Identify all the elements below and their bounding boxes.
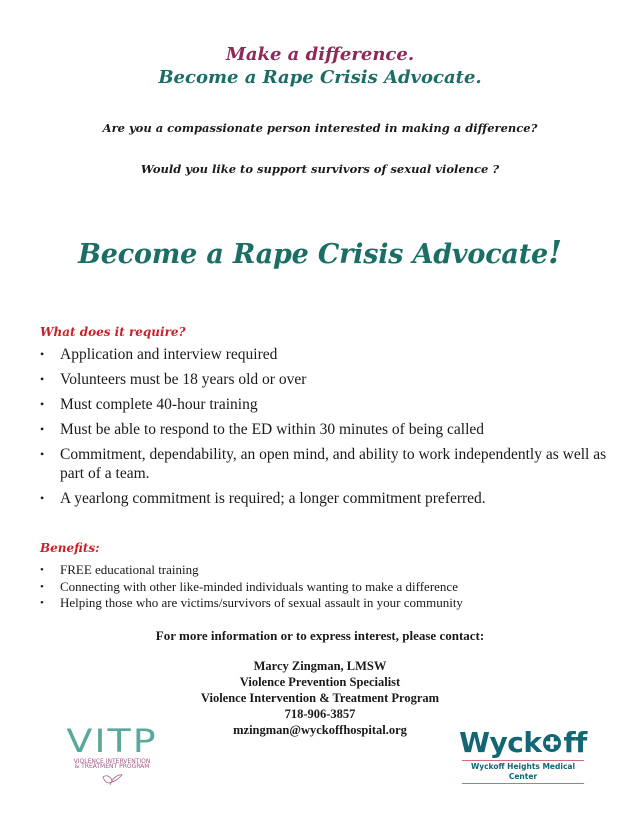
tagline-make-a-difference: Make a difference. bbox=[225, 44, 415, 65]
benefits-heading: Benefits: bbox=[40, 541, 100, 555]
contact-name: Marcy Zingman, LMSW bbox=[253, 659, 387, 673]
title-text: Become a Rape Crisis Advocate bbox=[78, 239, 548, 270]
requirements-list bbox=[40, 345, 620, 514]
contact-program: Violence Intervention & Treatment Program bbox=[200, 691, 440, 705]
list-item: • Helping those who are victims/survivors of sexual assault in your community bbox=[40, 595, 600, 612]
list-item: • Must be able to respond to the ED within 30 minutes of being called bbox=[40, 420, 620, 439]
list-item: • Must complete 40-hour training bbox=[40, 395, 620, 414]
list-item: • A yearlong commitment is required; a longer commitment preferred. bbox=[40, 489, 620, 508]
wyckoff-logo bbox=[458, 728, 588, 785]
vitp-logo-letters: VITP bbox=[66, 722, 158, 760]
vitp-logo bbox=[52, 722, 172, 790]
divider bbox=[462, 783, 584, 784]
requirements-heading: What does it require? bbox=[40, 325, 186, 339]
question-compassionate: Are you a compassionate person interested in making a difference? bbox=[102, 121, 538, 135]
contact-phone[interactable]: 718-906-3857 bbox=[284, 707, 356, 721]
contact-role: Violence Prevention Specialist bbox=[239, 675, 401, 689]
list-item: • Application and interview required bbox=[40, 345, 620, 364]
list-item: • FREE educational training bbox=[40, 562, 600, 579]
butterfly-icon bbox=[52, 771, 172, 790]
list-item: • Commitment, dependability, an open mind, and ability to work independently as well as part of a team. bbox=[40, 445, 620, 483]
question-support-survivors: Would you like to support survivors of sexual violence ? bbox=[140, 162, 500, 176]
vitp-logo-line-1: VIOLENCE INTERVENTION bbox=[73, 758, 151, 765]
divider bbox=[462, 760, 584, 761]
vitp-logo-line-2: & TREATMENT PROGRAM bbox=[74, 763, 150, 770]
contact-heading: For more information or to express interest, please contact: bbox=[155, 628, 485, 643]
contact-email[interactable]: mzingman@wyckoffhospital.org bbox=[233, 723, 407, 737]
list-item: • Connecting with other like-minded individuals wanting to make a difference bbox=[40, 579, 600, 596]
title-exclamation: ! bbox=[547, 233, 562, 271]
wyckoff-logo-name: Wyck ff bbox=[459, 726, 587, 759]
page-title bbox=[0, 233, 640, 271]
wyckoff-logo-subtitle: Wyckoff Heights Medical Center bbox=[470, 762, 576, 781]
list-item: • Volunteers must be 18 years old or over bbox=[40, 370, 620, 389]
medical-cross-icon bbox=[542, 729, 562, 759]
tagline-become-advocate: Become a Rape Crisis Advocate. bbox=[158, 67, 482, 88]
benefits-list bbox=[40, 562, 600, 612]
